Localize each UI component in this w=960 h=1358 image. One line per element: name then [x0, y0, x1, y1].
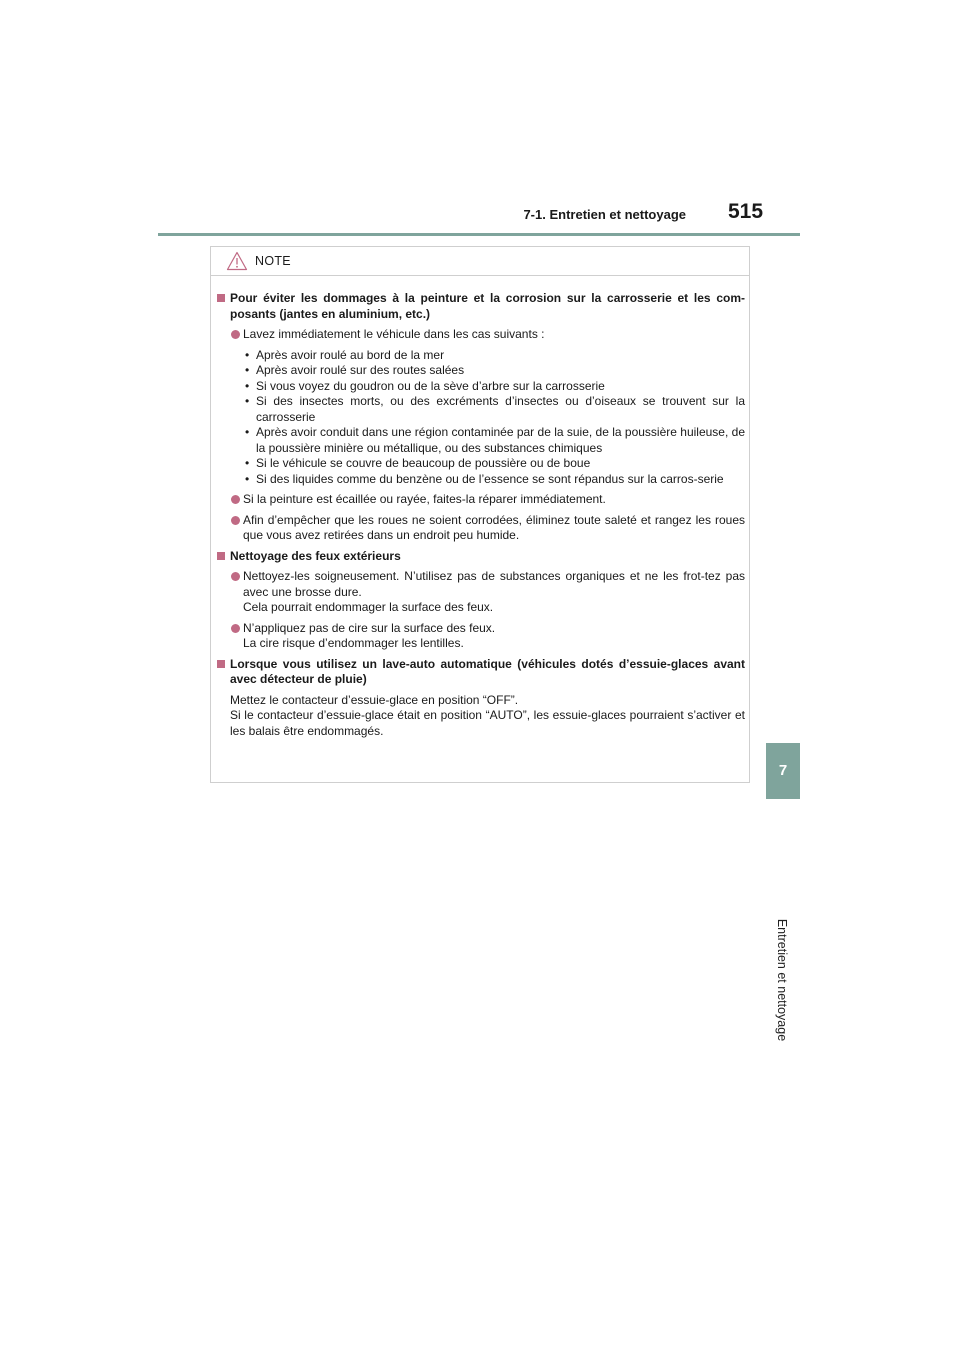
list-item: Afin d’empêcher que les roues ne soient corrodées, éliminez toute saleté et rangez les roues que vous avez retirées dans un endroit peu humide. — [217, 513, 745, 544]
section-title: 7-1. Entretien et nettoyage — [523, 207, 686, 222]
header-rule — [158, 233, 800, 236]
square-bullet-icon — [217, 552, 225, 560]
note-title: NOTE — [255, 254, 291, 268]
bullet-item: • Après avoir roulé sur des routes salées — [217, 363, 745, 379]
circle-bullet-icon — [231, 495, 240, 504]
circle-bullet-icon — [231, 572, 240, 581]
bullet-item: • Après avoir conduit dans une région contaminée par de la suie, de la poussière huileuse, de la poussière minière ou métallique, ou des substances chimiques — [217, 425, 745, 456]
circle-bullet-icon — [231, 516, 240, 525]
section-heading: Lorsque vous utilisez un lave-auto automatique (véhicules dotés d’essuie-glaces avant avec détecteur de pluie) — [217, 657, 745, 688]
paragraph: Mettez le contacteur d’essuie-glace en position “OFF”. Si le contacteur d’essuie-glace était en position “AUTO”, les essuie-glaces pourraient s’activer et les balais être endommagés. — [230, 692, 745, 738]
list-item: Si la peinture est écaillée ou rayée, faites-la réparer immédiatement. — [217, 492, 745, 508]
square-bullet-icon — [217, 660, 225, 668]
circle-bullet-icon — [231, 624, 240, 633]
note-header — [211, 247, 749, 276]
bullet-item: • Si vous voyez du goudron ou de la sève d’arbre sur la carrosserie — [217, 379, 745, 395]
bullet-item: • Si des liquides comme du benzène ou de l’essence se sont répandus sur la carros-serie — [217, 472, 745, 488]
note-body — [217, 291, 745, 739]
chapter-label: Entretien et nettoyage — [775, 918, 789, 1042]
bullet-list — [217, 348, 745, 488]
list-item: N’appliquez pas de cire sur la surface des feux. La cire risque d’endommager les lentilles. — [217, 621, 745, 652]
chapter-tab: 7 — [766, 743, 800, 799]
section-heading: Nettoyage des feux extérieurs — [217, 549, 745, 565]
page-number: 515 — [728, 200, 764, 223]
list-item: Lavez immédiatement le véhicule dans les cas suivants : — [217, 327, 745, 343]
note-box — [210, 246, 750, 783]
list-item: Nettoyez-les soigneusement. N’utilisez pas de substances organiques et ne les frot-tez pas avec une brosse dure. Cela pourrait endommager la surface des feux. — [217, 569, 745, 616]
warning-icon — [226, 251, 248, 271]
bullet-item: • Si le véhicule se couvre de beaucoup de poussière ou de boue — [217, 456, 745, 472]
circle-bullet-icon — [231, 330, 240, 339]
section-heading: Pour éviter les dommages à la peinture et la corrosion sur la carrosserie et les com-posants (jantes en aluminium, etc.) — [217, 291, 745, 322]
square-bullet-icon — [217, 294, 225, 302]
bullet-item: • Après avoir roulé au bord de la mer — [217, 348, 745, 364]
bullet-item: • Si des insectes morts, ou des excréments d’insectes ou d’oiseaux se trouvent sur la carrosserie — [217, 394, 745, 425]
